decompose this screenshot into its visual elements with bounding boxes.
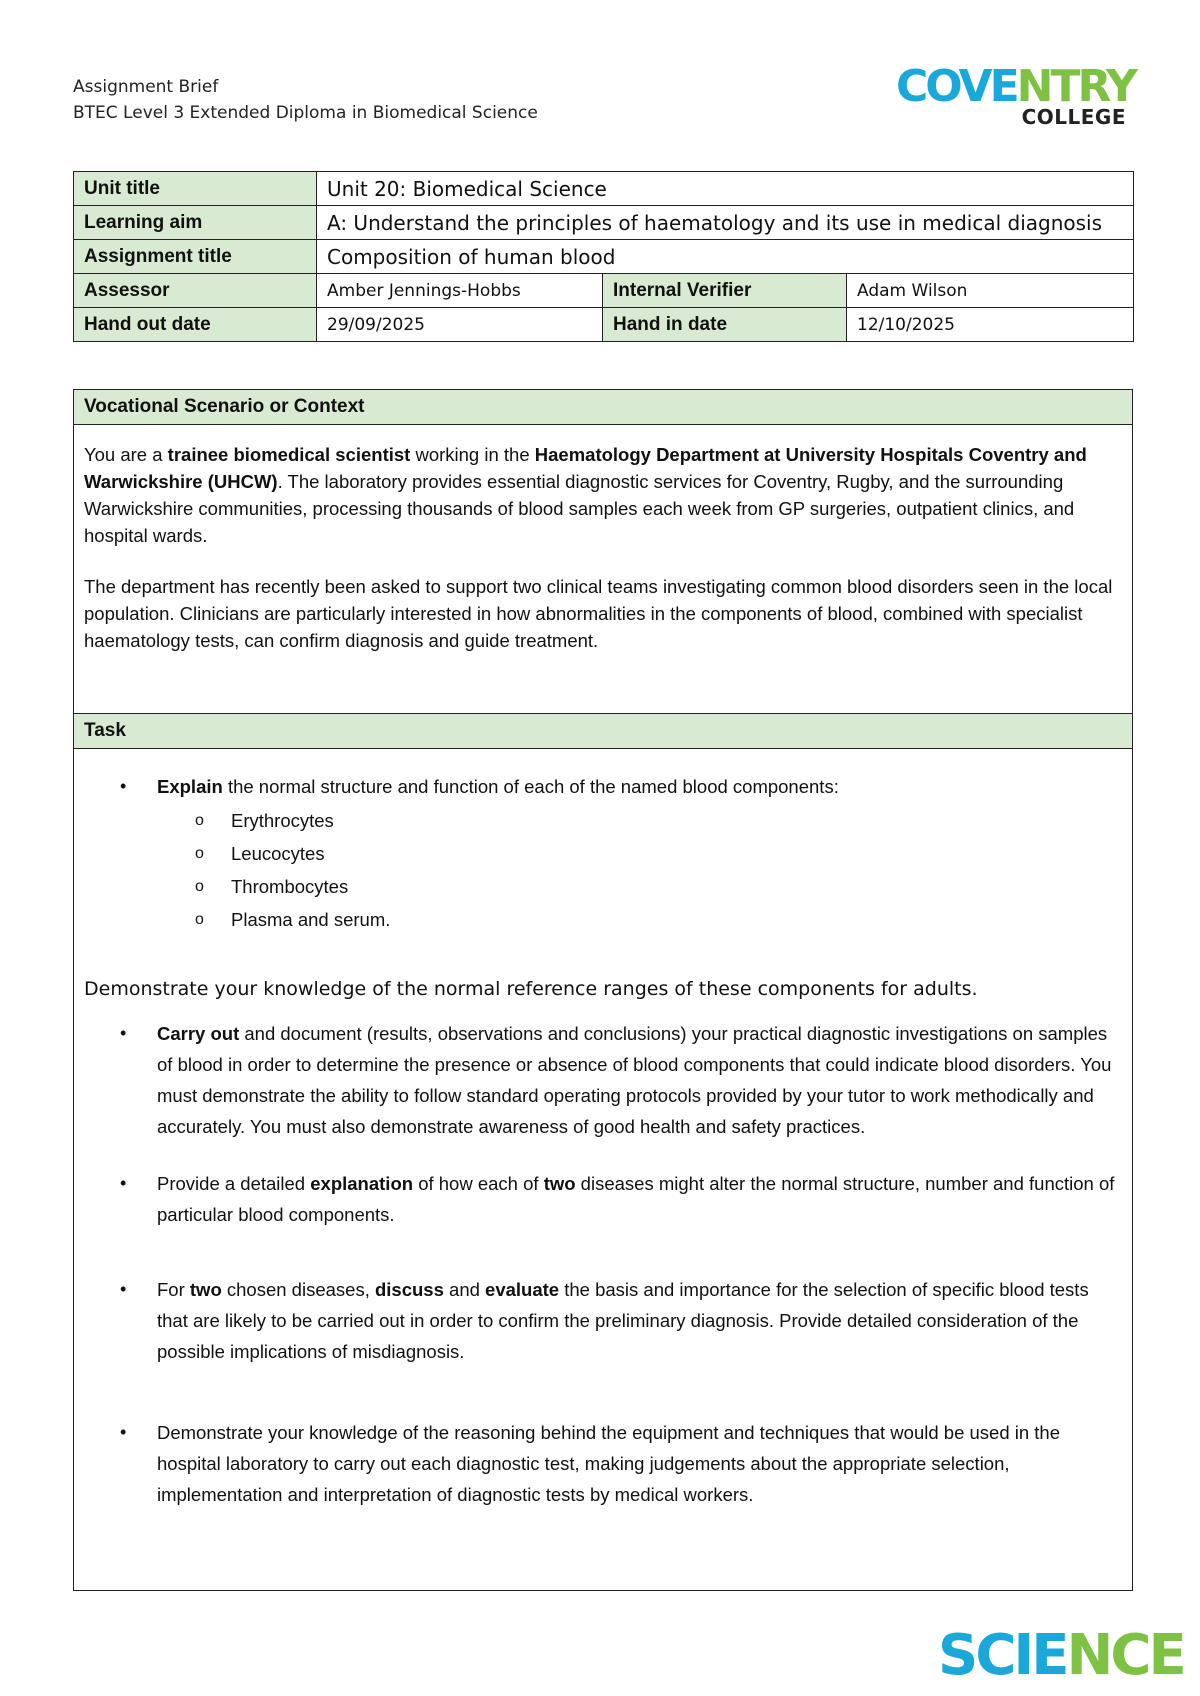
brief-content-box [73, 389, 1133, 1591]
reference-ranges-instruction: Demonstrate your knowledge of the normal reference ranges of these components for adults. [84, 978, 978, 1000]
task-heading: Task [74, 713, 1132, 749]
task-emphasis: two [189, 1279, 222, 1300]
hand-out-date-label: Hand out date [74, 308, 317, 342]
task-text: the basis and importance for the selection of specific blood tests that are likely to be carried out in order to confirm the preliminary diagnosis. Provide detailed consideration of the possible implications of misdiagnosis. [157, 1279, 1089, 1362]
task-list-2 [74, 1018, 1132, 1510]
list-item: o Plasma and serum. [157, 903, 1122, 936]
task-bullet-equipment: • Demonstrate your knowledge of the reasoning behind the equipment and techniques that would be used in the hospital laboratory to carry out each diagnostic test, making judgements about the appropriate selection, implementation and interpretation of diagnostic tests by medical workers. [74, 1417, 1132, 1510]
coventry-college-logo [896, 61, 1136, 130]
assessor-label: Assessor [74, 274, 317, 308]
scenario-paragraph-2: The department has recently been asked to support two clinical teams investigating common blood disorders seen in the local population. Clinicians are particularly interested in how abnormalities in the components of blood, combined with specialist haematology tests, can confirm diagnosis and guide treatment. [84, 576, 1113, 651]
task-text: and [443, 1279, 486, 1300]
assignment-title-label: Assignment title [74, 240, 317, 274]
task-text: chosen diseases, [221, 1279, 375, 1300]
internal-verifier-value: Adam Wilson [847, 274, 1134, 308]
header-line-1: Assignment Brief [73, 77, 219, 97]
scenario-department: Haematology Department at University Hospitals Coventry and Warwickshire (UHCW) [84, 444, 1087, 492]
task-verb: Explain [157, 776, 223, 797]
logo-part-green: NTRY [1016, 61, 1135, 112]
internal-verifier-label: Internal Verifier [603, 274, 847, 308]
task-bullet-discuss-evaluate [74, 1274, 1132, 1367]
hand-out-date-value: 29/09/2025 [317, 308, 603, 342]
scenario-role: trainee biomedical scientist [167, 444, 411, 465]
task-bullet-explanation [74, 1168, 1132, 1230]
scenario-body [74, 425, 1132, 713]
list-item: o Thrombocytes [157, 870, 1122, 903]
scenario-text: . The laboratory provides essential diagnostic services for Coventry, Rugby, and the surrounding Warwickshire communities, processing thousands of blood samples each week from GP surgeries, outpatient clinics, and hospital wards. [84, 471, 1075, 546]
assignment-info-table [73, 171, 1134, 342]
hand-in-date-value: 12/10/2025 [847, 308, 1134, 342]
assessor-value: Amber Jennings-Hobbs [317, 274, 603, 308]
task-text: diseases might alter the normal structure, number and function of particular blood components. [157, 1173, 1115, 1225]
hand-in-date-label: Hand in date [603, 308, 847, 342]
logo-subtitle: COLLEGE [1021, 105, 1126, 129]
task-bullet-explain [74, 771, 1132, 936]
task-text: the normal structure and function of each of the named blood components: [222, 776, 839, 797]
task-text: Provide a detailed [157, 1173, 311, 1194]
scenario-heading: Vocational Scenario or Context [74, 390, 1132, 425]
header-line-2: BTEC Level 3 Extended Diploma in Biomedical Science [73, 103, 538, 123]
task-text: For [157, 1279, 190, 1300]
task-text: of how each of [413, 1173, 544, 1194]
science-logo-blue: SCIE [938, 1623, 1067, 1688]
task-text: and document (results, observations and conclusions) your practical diagnostic investigations on samples of blood in order to determine the presence or absence of blood components that could indicate blood disorders. You must demonstrate the ability to follow standard operating protocols provided by your tutor to work methodically and accurately. You must also demonstrate awareness of good health and safety practices. [157, 1023, 1112, 1137]
logo-part-blue: COVE [896, 61, 1017, 112]
components-list [157, 804, 1122, 936]
task-verb: evaluate [485, 1279, 560, 1300]
task-emphasis: two [543, 1173, 576, 1194]
task-verb: Carry out [157, 1023, 240, 1044]
assignment-title-value: Composition of human blood [317, 240, 1134, 274]
logo-wordmark [896, 61, 1135, 112]
unit-title-label: Unit title [74, 172, 317, 206]
task-list-1 [74, 771, 1132, 936]
task-body [74, 749, 1132, 1510]
unit-title-value: Unit 20: Biomedical Science [317, 172, 1134, 206]
science-logo [938, 1623, 1184, 1688]
science-logo-green: NCE [1066, 1623, 1184, 1688]
task-bullet-carry-out [74, 1018, 1132, 1142]
task-verb: discuss [374, 1279, 444, 1300]
list-item: o Erythrocytes [157, 804, 1122, 837]
learning-aim-value: A: Understand the principles of haematology and its use in medical diagnosis [317, 206, 1134, 240]
scenario-text: working in the [410, 444, 535, 465]
task-verb: explanation [310, 1173, 414, 1194]
learning-aim-label: Learning aim [74, 206, 317, 240]
document-header [73, 74, 538, 126]
list-item: o Leucocytes [157, 837, 1122, 870]
scenario-text: You are a [84, 444, 168, 465]
scenario-paragraph-1 [74, 441, 1132, 549]
